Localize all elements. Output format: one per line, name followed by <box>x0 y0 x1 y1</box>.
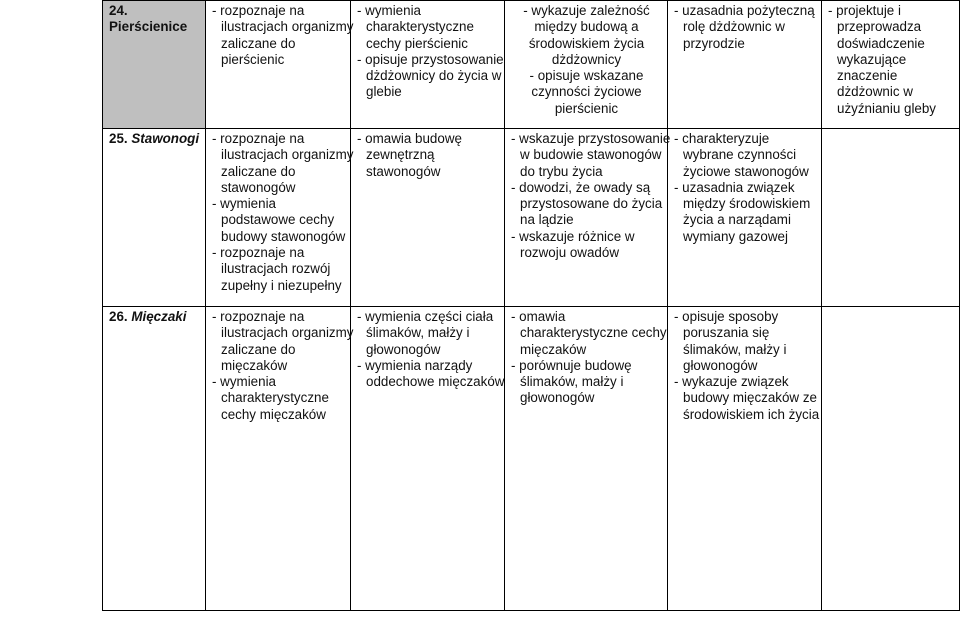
requirement-line: - wykazuje zależność <box>523 3 650 18</box>
requirement-line: ilustracjach organizmy <box>221 325 354 341</box>
requirement-line: zaliczane do <box>221 35 296 51</box>
requirement-line: - wymienia <box>212 196 276 212</box>
requirement-line: - wymienia <box>212 374 276 390</box>
table-row <box>103 307 960 611</box>
requirement-cell <box>351 129 505 307</box>
requirement-line: wymiany gazowej <box>683 228 788 244</box>
requirement-cell <box>206 129 354 307</box>
requirement-line: ilustracjach organizmy <box>221 19 354 35</box>
requirement-line: - wymienia części ciała <box>357 309 494 324</box>
requirement-line: - opisuje wskazane <box>529 68 644 84</box>
requirement-line: ślimaków, małży i <box>366 325 470 341</box>
requirement-line: ślimaków, małży i <box>683 341 787 357</box>
requirement-cell <box>822 129 960 307</box>
requirement-line: podstawowe cechy <box>221 212 335 228</box>
requirement-line: - projektuje i <box>828 3 901 18</box>
topic-cell <box>103 129 206 307</box>
requirement-line: poruszania się <box>683 325 770 341</box>
requirement-line: środowiskiem życia <box>528 35 645 51</box>
requirement-cell <box>505 1 668 129</box>
requirement-cell <box>668 129 822 307</box>
requirement-line: pierścienic <box>221 51 285 67</box>
requirement-line: stawonogów <box>221 179 296 195</box>
requirement-line: - uzasadnia związek <box>674 179 795 195</box>
requirement-cell <box>206 1 354 129</box>
requirement-line: pierścienic <box>554 100 619 116</box>
requirement-line: - rozpoznaje na <box>212 245 305 261</box>
topic-cell <box>103 1 206 129</box>
requirement-line: zupełny i niezupełny <box>221 277 342 293</box>
topic-name: Pierścienice <box>109 19 188 35</box>
topic-number: 25. <box>109 131 128 146</box>
requirement-cell <box>668 1 822 129</box>
requirement-line: głowonogów <box>366 341 441 357</box>
requirement-cell <box>351 307 505 611</box>
requirement-line: w budowie stawonogów <box>520 147 662 163</box>
requirement-cell <box>351 1 505 129</box>
requirement-line: - charakteryzuje <box>674 131 770 146</box>
requirement-line: budowy stawonogów <box>221 228 346 244</box>
requirement-line: - wskazuje różnice w <box>511 228 635 244</box>
requirement-line: znaczenie <box>837 68 898 84</box>
requirement-cell <box>668 307 822 611</box>
requirement-line: - dowodzi, że owady są <box>511 179 651 195</box>
requirement-line: rozwoju owadów <box>520 245 619 261</box>
requirement-line: na lądzie <box>520 212 574 228</box>
requirement-line: środowiskiem ich życia <box>683 406 820 422</box>
requirement-line: - wymienia <box>357 3 421 18</box>
requirement-cell <box>505 129 671 307</box>
requirement-line: - rozpoznaje na <box>212 131 305 146</box>
requirement-cell <box>822 307 960 611</box>
requirement-line: - uzasadnia pożyteczną <box>674 3 815 18</box>
requirement-line: - omawia <box>511 309 566 324</box>
requirement-line: - porównuje budowę <box>511 357 632 373</box>
requirement-line: wykazujące <box>837 51 907 67</box>
requirement-line: glebie <box>366 84 402 100</box>
topic-number: 24. <box>109 3 128 18</box>
requirement-line: między środowiskiem <box>683 196 811 212</box>
requirement-line: zewnętrzną <box>366 147 435 163</box>
requirement-line: - rozpoznaje na <box>212 3 305 18</box>
requirement-line: mięczaków <box>520 341 587 357</box>
requirement-cell <box>822 1 960 129</box>
requirement-line: przystosowane do życia <box>520 196 663 212</box>
requirement-line: budowy mięczaków ze <box>683 390 817 406</box>
requirement-line: ilustracjach organizmy <box>221 147 354 163</box>
requirement-line: życiowe stawonogów <box>683 163 809 179</box>
requirement-line: oddechowe mięczaków <box>366 374 505 390</box>
requirement-line: charakterystyczne <box>366 19 474 35</box>
requirement-line: wybrane czynności <box>683 147 797 163</box>
requirement-line: do trybu życia <box>520 163 603 179</box>
table-row <box>103 129 960 307</box>
requirement-line: użyźnianiu gleby <box>837 100 937 116</box>
requirement-line: między budową a <box>534 19 639 35</box>
requirement-line: - opisuje sposoby <box>674 309 779 324</box>
requirement-line: życia a narządami <box>683 212 791 228</box>
requirement-line: rolę dżdżownic w <box>683 19 785 35</box>
curriculum-requirements-table <box>102 0 960 611</box>
requirement-line: - wskazuje przystosowanie <box>511 131 671 146</box>
requirement-line: zaliczane do <box>221 341 296 357</box>
requirement-line: ilustracjach rozwój <box>221 261 331 277</box>
requirement-line: przeprowadza <box>837 19 922 35</box>
requirement-line: - omawia budowę <box>357 131 462 146</box>
requirement-line: dżdżownicy <box>551 51 622 67</box>
requirement-line: doświadczenie <box>837 35 925 51</box>
requirement-line: - wymienia narządy <box>357 357 473 373</box>
requirement-line: przyrodzie <box>683 35 745 51</box>
requirement-line: mięczaków <box>221 357 288 373</box>
requirement-line: dżdżownicy do życia w <box>366 68 502 84</box>
requirement-line: cechy pierścienic <box>366 35 468 51</box>
topic-number: 26. <box>109 309 128 324</box>
requirement-line: ślimaków, małży i <box>520 374 624 390</box>
requirement-line: - opisuje przystosowanie <box>357 51 504 67</box>
requirement-cell <box>505 307 668 611</box>
requirement-line: - wykazuje związek <box>674 374 789 390</box>
requirement-line: głowonogów <box>520 390 595 406</box>
topic-cell <box>103 307 206 611</box>
requirement-line: cechy mięczaków <box>221 406 326 422</box>
requirement-line: głowonogów <box>683 357 758 373</box>
requirement-line: charakterystyczne cechy <box>520 325 667 341</box>
requirement-line: stawonogów <box>366 163 441 179</box>
topic-name: Stawonogi <box>131 131 200 146</box>
requirement-cell <box>206 307 354 611</box>
topic-name: Mięczaki <box>131 309 187 324</box>
requirement-line: dżdżownic w <box>837 84 913 100</box>
requirement-line: czynności życiowe <box>531 84 642 100</box>
requirement-line: - rozpoznaje na <box>212 309 305 324</box>
requirement-line: zaliczane do <box>221 163 296 179</box>
requirement-line: charakterystyczne <box>221 390 329 406</box>
table-row <box>103 1 960 129</box>
